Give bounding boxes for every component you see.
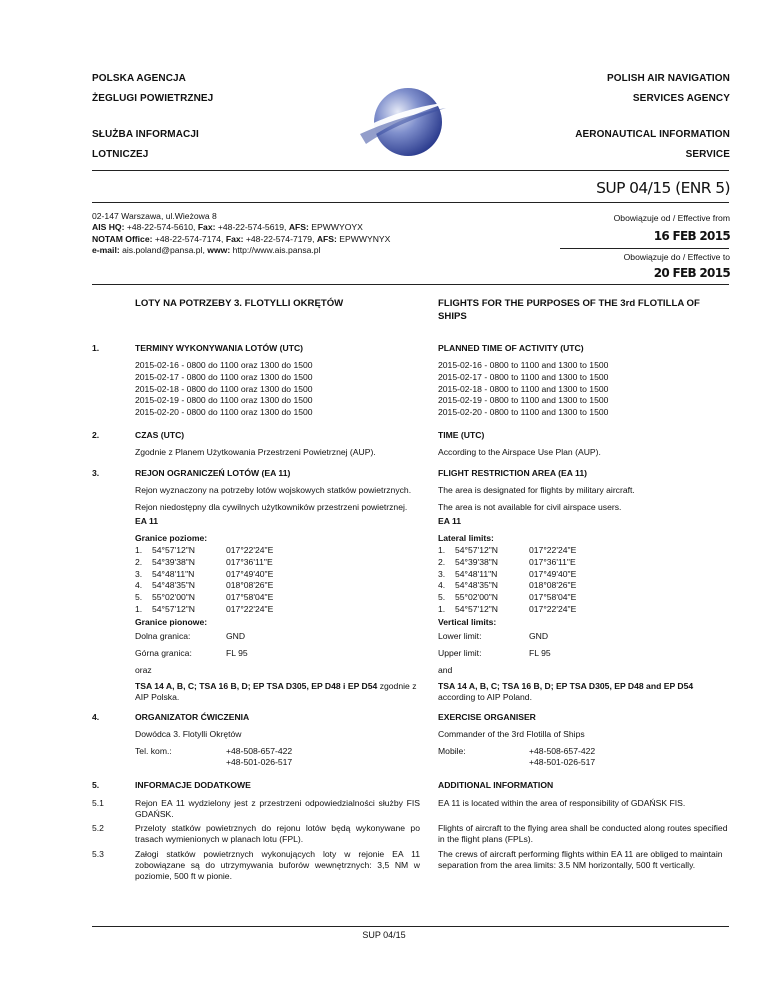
tsa-list-pl: TSA 14 A, B, C; TSA 16 B, D; EP TSA D305, EP D48 i EP D54 zgodnie z AIP Polska. (135, 681, 417, 703)
organiser-en: Commander of the 3rd Flotilla of Ships (438, 729, 585, 739)
area-id-pl: EA 11 (135, 516, 159, 526)
section-2-number: 2. (92, 430, 100, 440)
coords-lon-en: 017°22'24"E 017°36'11"E 017°49'40"E 018°08'26"E 017°58'04"E 017°22'24"E (529, 545, 577, 614)
footer-rule (92, 926, 729, 927)
section-1-heading-en: PLANNED TIME OF ACTIVITY (UTC) (438, 343, 584, 353)
email-link[interactable]: ais.poland@pansa.pl, (119, 245, 208, 256)
upper-limit-label-en: Upper limit: (438, 648, 482, 658)
pansa-logo (356, 72, 452, 168)
title-en: FLIGHTS FOR THE PURPOSES OF THE 3rd FLOTILLA OF SHIPS (438, 298, 700, 322)
section-5-heading-pl: INFORMACJE DODATKOWE (135, 780, 251, 790)
ais-name-pl-line2: LOTNICZEJ (92, 149, 149, 160)
ais-hq-line: AIS HQ: +48-22-574-5610, Fax: +48-22-574-5619, AFS: EPWWYOYX (92, 222, 363, 233)
email-line: e-mail: ais.poland@pansa.pl, www: http://www.ais.pansa.pl (92, 245, 321, 256)
phone-numbers-en: +48-508-657-422 +48-501-026-517 (529, 746, 596, 768)
lateral-limits-label-pl: Granice poziome: (135, 533, 208, 543)
coords-index-en: 1. 2. 3. 4. 5. 1. (438, 545, 446, 614)
and-pl: oraz (135, 665, 152, 675)
coords-lat-en: 54°57'12"N 54°39'38"N 54°48'11"N 54°48'35"N 55°02'00"N 54°57'12"N (455, 545, 499, 614)
phone-label-pl: Tel. kom.: (135, 746, 172, 756)
item-5-1-en: EA 11 is located within the area of responsibility of GDAŃSK FIS. (438, 798, 686, 808)
title-pl: LOTY NA POTRZEBY 3. FLOTYLLI OKRĘTÓW (135, 298, 344, 309)
item-5-2-pl: Przeloty statków powietrznych do rejonu lotów będą wykonywane po trasach wymienionych w planach lotu (FPL). (135, 823, 420, 845)
org-name-en-line1: POLISH AIR NAVIGATION (606, 73, 730, 84)
section-1-schedule-en: 2015-02-16 - 0800 to 1100 and 1300 to 1500 2015-02-17 - 0800 to 1100 and 1300 to 1500 2015-02-18 - 0800 to 1100 and 1300 to 1500 2015-02-19 - 0800 to 1100 and 1300 to 1500 2015-02-20 - 0800 to 1100 and 1300 to 1500 (438, 360, 609, 418)
item-5-1-number: 5.1 (92, 798, 104, 808)
org-name-pl-line1: POLSKA AGENCJA (92, 73, 187, 84)
section-1-number: 1. (92, 343, 100, 353)
vertical-limits-label-en: Vertical limits: (438, 617, 497, 627)
upper-limit-label-pl: Górna granica: (135, 648, 192, 658)
item-5-2-number: 5.2 (92, 823, 104, 833)
tsa-list-en: TSA 14 A, B, C; TSA 16 B, D; EP TSA D305, EP D48 and EP D54 according to AIP Poland. (438, 681, 694, 703)
section-2-heading-pl: CZAS (UTC) (135, 430, 185, 440)
section-5-heading-en: ADDITIONAL INFORMATION (438, 780, 554, 790)
section-2-heading-en: TIME (UTC) (438, 430, 485, 440)
section-3-number: 3. (92, 468, 100, 478)
item-5-3-en: The crews of aircraft performing flights within EA 11 are obliged to maintain separation from the area limits: 3.5 NM horizontally, 500 ft vertically. (438, 849, 723, 871)
section-5-number: 5. (92, 780, 100, 790)
effective-to-date: 20 FEB 2015 (653, 266, 730, 280)
organiser-pl: Dowódca 3. Flotylli Okrętów (135, 729, 242, 739)
upper-limit-value-pl: FL 95 (226, 648, 248, 658)
ais-name-en-line2: SERVICE (685, 149, 730, 160)
contact-block (92, 211, 390, 256)
section-3-heading-en: FLIGHT RESTRICTION AREA (EA 11) (438, 468, 587, 478)
section-1-schedule-pl: 2015-02-16 - 0800 do 1100 oraz 1300 do 1500 2015-02-17 - 0800 do 1100 oraz 1300 do 1500 2015-02-18 - 0800 do 1100 oraz 1300 do 1500 2015-02-19 - 0800 do 1100 oraz 1300 do 1500 2015-02-20 - 0800 do 1100 oraz 1300 do 1500 (135, 360, 313, 418)
notam-line: NOTAM Office: +48-22-574-7174, Fax: +48-22-574-7179, AFS: EPWWYNYX (92, 233, 391, 244)
address: 02-147 Warszawa, ul.Wieżowa 8 (92, 211, 217, 221)
lower-limit-value-en: GND (529, 631, 549, 641)
section-4-number: 4. (92, 712, 100, 722)
coords-index-pl: 1. 2. 3. 4. 5. 1. (135, 545, 143, 614)
lateral-limits-label-en: Lateral limits: (438, 533, 494, 543)
ais-name-pl-line1: SŁUŻBA INFORMACJI (92, 129, 199, 140)
phone-numbers-pl: +48-508-657-422 +48-501-026-517 (226, 746, 293, 768)
item-5-2-en: Flights of aircraft to the flying area shall be conducted along routes specified in the flight plans (FPLs). (438, 823, 728, 845)
section-3-p1-pl: Rejon wyznaczony na potrzeby lotów wojskowych statków powietrznych. (135, 485, 412, 495)
section-3-heading-pl: REJON OGRANICZEŃ LOTÓW (EA 11) (135, 468, 291, 478)
section-1-heading-pl: TERMINY WYKONYWANIA LOTÓW (UTC) (135, 343, 304, 353)
validity-rule (92, 284, 729, 285)
section-3-p1-en: The area is designated for flights by military aircraft. (438, 485, 635, 495)
upper-limit-value-en: FL 95 (529, 648, 551, 658)
item-5-3-pl: Załogi statków powietrznych wykonujących loty w rejonie EA 11 zobowiązane są do utrzymywania buforów wewnętrznych: 3,5 NM w poziomie, 500 ft w pionie. (135, 849, 420, 882)
org-name-en-line2: SERVICES AGENCY (632, 93, 730, 104)
lower-limit-label-pl: Dolna granica: (135, 631, 191, 641)
www-link[interactable]: http://www.ais.pansa.pl (230, 245, 321, 256)
phone-label-en: Mobile: (438, 746, 466, 756)
section-4-heading-en: EXERCISE ORGANISER (438, 712, 536, 722)
sup-number: SUP 04/15 (ENR 5) (596, 179, 730, 197)
org-name-pl-line2: ŻEGLUGI POWIETRZNEJ (92, 93, 214, 104)
effective-from-date: 16 FEB 2015 (653, 229, 730, 243)
section-2-text-en: According to the Airspace Use Plan (AUP). (438, 447, 601, 457)
and-en: and (438, 665, 453, 675)
ais-name-en-line1: AERONAUTICAL INFORMATION (575, 129, 730, 140)
item-5-1-pl: Rejon EA 11 wydzielony jest z przestrzeni odpowiedzialności służby FIS GDAŃSK. (135, 798, 420, 820)
section-3-p2-pl: Rejon niedostępny dla cywilnych użytkowników przestrzeni powietrznej. (135, 502, 408, 512)
section-2-text-pl: Zgodnie z Planem Użytkowania Przestrzeni Powietrznej (AUP). (135, 447, 376, 457)
header-rule (92, 170, 729, 171)
sup-rule (92, 202, 729, 203)
effective-from-label: Obowiązuje od / Effective from (613, 213, 730, 223)
vertical-limits-label-pl: Granice pionowe: (135, 617, 208, 627)
item-5-3-number: 5.3 (92, 849, 104, 859)
coords-lon-pl: 017°22'24"E 017°36'11"E 017°49'40"E 018°08'26"E 017°58'04"E 017°22'24"E (226, 545, 274, 614)
area-id-en: EA 11 (438, 516, 462, 526)
effective-from-rule (560, 248, 729, 249)
footer-page-label: SUP 04/15 (362, 930, 406, 940)
section-4-heading-pl: ORGANIZATOR ĆWICZENIA (135, 712, 250, 722)
section-3-p2-en: The area is not available for civil airspace users. (438, 502, 622, 512)
effective-to-label: Obowiązuje do / Effective to (623, 252, 730, 262)
lower-limit-label-en: Lower limit: (438, 631, 482, 641)
lower-limit-value-pl: GND (226, 631, 246, 641)
coords-lat-pl: 54°57'12"N 54°39'38"N 54°48'11"N 54°48'35"N 55°02'00"N 54°57'12"N (152, 545, 196, 614)
